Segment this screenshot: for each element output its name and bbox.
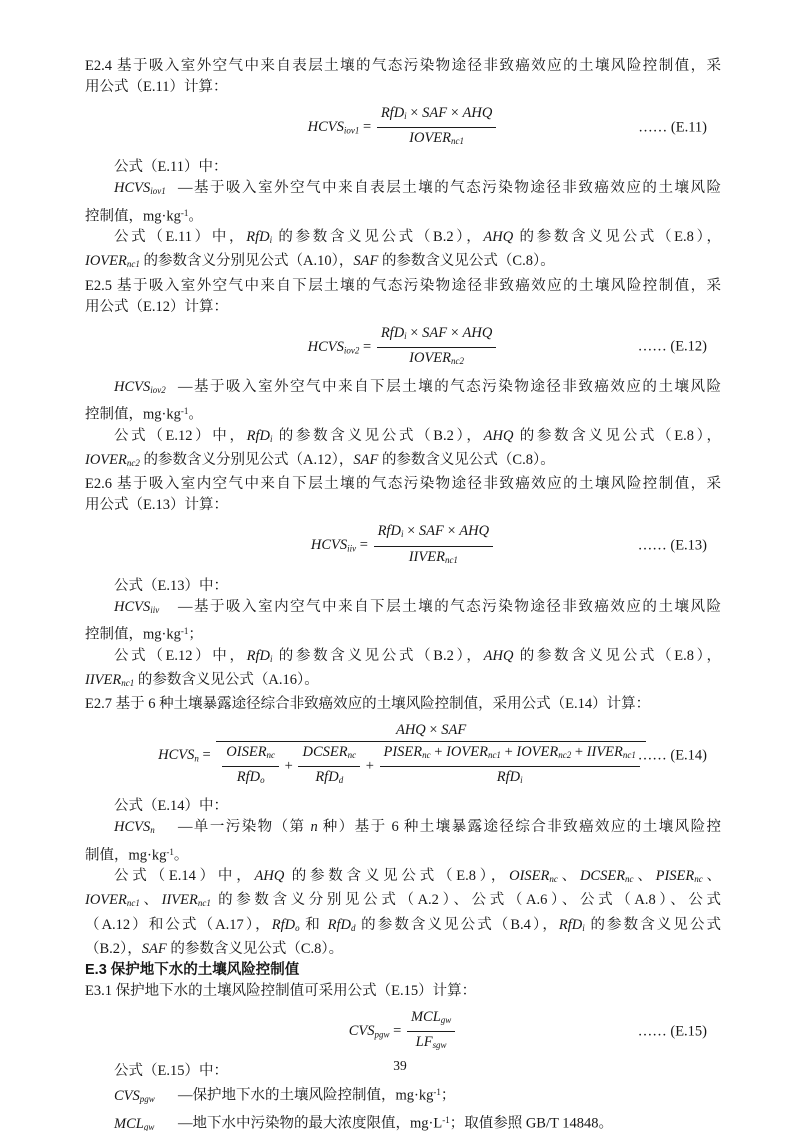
fraction <box>407 1008 455 1055</box>
fraction <box>377 324 497 371</box>
page-content <box>85 56 721 1131</box>
text-line: HCVSn —单一污染物（第 n 种）基于 6 种土壤暴露途径综合非致癌效应的土壤风险控 <box>85 817 721 841</box>
variable-term: HCVSiov1 <box>114 180 166 197</box>
text-line: 公式（E.11）中： <box>114 159 228 176</box>
fraction-numerator: DCSERnc <box>298 743 360 767</box>
equation-number: …… (E.15) <box>637 1023 707 1040</box>
equation: HCVSiiv = $\frac{\text{RfDi × SAF × AHQ}}{\text{IIVERnc1}}$ <box>311 522 495 569</box>
variable-term: HCVSiiv <box>114 598 160 616</box>
def-hcvs-iov2 <box>85 377 721 426</box>
text-line: 制值，$mg\cdot kg^{-1}$。 <box>85 846 189 864</box>
clause-e2-4 <box>85 56 721 98</box>
text-line: E2.4 基于吸入室外空气中来自表层土壤的气态污染物途径非致癌效应的土壤风险控制值，采 <box>85 58 721 74</box>
params-note-e-14 <box>85 866 721 960</box>
fraction-denominator: RfDo <box>236 769 265 786</box>
fraction-denominator: RfDd <box>315 769 344 786</box>
def-mcl-gw <box>85 1110 721 1131</box>
equation: HCVSiov2 = $\frac{\text{RfDi × SAF × AHQ}}{\text{IOVERnc2}}$ <box>308 324 499 371</box>
text-line: 公式（E.14）中，AHQ 的参数含义见公式（E.8），OISERnc、DCSERnc、PISERnc、 <box>114 868 722 885</box>
text-line: HCVSiov1 —基于吸入室外空气中来自表层土壤的气态污染物途径非致癌效应的土壤风险 <box>85 178 721 202</box>
params-note-e-13 <box>85 646 721 694</box>
fraction-numerator: AHQ × SAF <box>216 721 646 742</box>
text-line: 公式（E.13）中： <box>114 577 228 594</box>
formula-e-12 <box>85 324 721 371</box>
fraction-numerator: MCLgw <box>407 1008 455 1032</box>
text-line: HCVSiov2 —基于吸入室外空气中来自下层土壤的气态污染物途径非致癌效应的土壤风险 <box>85 377 721 401</box>
formula-e-14 <box>85 721 721 790</box>
equation-number: …… (E.14) <box>637 747 707 764</box>
text-line: 公式（E.12）中，RfDi 的参数含义见公式（B.2），AHQ 的参数含义见公式（E.8）， <box>114 427 722 445</box>
fraction <box>380 743 640 790</box>
text-line: 用公式（E.13）计算： <box>85 497 228 514</box>
text-line: （A.12）和公式（A.17），RfDo 和 RfDd 的参数含义见公式（B.4），RfDi 的参数含义见公式 <box>85 916 722 933</box>
variable-term: HCVSiov2 <box>114 379 166 396</box>
fraction-denominator: $\frac{\text{OISERnc}}{\text{RfDo}}$ + $\frac{\text{DCSERnc}}{\text{RfDd}}$ + $\frac{\text{PISERnc + IOVERnc1 + IOVERnc2 + IIVERnc1}}{\text{RfDi}}$ <box>216 742 646 790</box>
text-line: E2.6 基于吸入室内空气中来自下层土壤的气态污染物途径非致癌效应的土壤风险控制值，采 <box>85 476 721 493</box>
text-line: E2.7 基于 6 种土壤暴露途径综合非致癌效应的土壤风险控制值，采用公式（E.14）计算： <box>85 695 651 712</box>
page-number: 39 <box>393 1058 407 1073</box>
fraction <box>222 743 279 790</box>
fraction <box>298 743 360 790</box>
formula-e-14-lead-in <box>85 796 721 817</box>
fraction <box>216 721 646 790</box>
text-line: E2.5 基于吸入室外空气中来自下层土壤的气态污染物途径非致癌效应的土壤风险控制值，采 <box>85 277 721 294</box>
formula-e-11-lead-in <box>85 157 721 178</box>
heading-e-3 <box>85 960 721 981</box>
def-cvs-pgw <box>85 1082 721 1110</box>
text-line: IOVERnc1 的参数含义分别见公式（A.10），SAF 的参数含义见公式（C.8）。 <box>85 253 555 270</box>
fraction-numerator: OISERnc <box>222 743 279 767</box>
fraction-numerator: PISERnc + IOVERnc1 + IOVERnc2 + IIVERnc1 <box>380 743 640 767</box>
text-line: 用公式（E.12）计算： <box>85 298 228 315</box>
fraction-denominator: RfDi <box>496 769 523 786</box>
text-line: CVSpgw —保护地下水的土壤风险控制值，$mg\cdot kg^{-1}$； <box>85 1082 721 1110</box>
clause-e2-7 <box>85 694 721 715</box>
text-line: HCVSiiv —基于吸入室内空气中来自下层土壤的气态污染物途径非致癌效应的土壤风险 <box>85 597 721 621</box>
fraction-denominator: LFsgw <box>415 1034 447 1051</box>
def-hcvs-iov1 <box>85 178 721 227</box>
variable-term: CVSpgw <box>114 1087 155 1105</box>
clause-e2-5 <box>85 276 721 318</box>
text-line: MCLgw —地下水中污染物的最大浓度限值，$mg\cdot L^{-1}$；取值参照 GB/T 14848。 <box>85 1110 721 1131</box>
params-note-e-11 <box>85 227 721 275</box>
equation-number: …… (E.11) <box>638 119 707 136</box>
text-line: IIVERnc1 的参数含义见公式（A.16）。 <box>85 671 319 688</box>
equation-number: …… (E.12) <box>637 338 707 355</box>
text-line: 公式（E.11）中，RfDi 的参数含义见公式（B.2），AHQ 的参数含义见公式（E.8）， <box>114 229 722 246</box>
formula-e-11 <box>85 104 721 151</box>
text-line: IOVERnc2 的参数含义分别见公式（A.12），SAF 的参数含义见公式（C.8）。 <box>85 452 555 469</box>
equation-number: …… (E.13) <box>637 537 707 554</box>
fraction <box>377 104 497 151</box>
fraction-denominator: IOVERnc1 <box>409 130 464 147</box>
equation: HCVSn = AHQ × SAF $\frac{\text{OISERnc}}{\text{RfDo}}$ + $\frac{\text{DCSERnc}}{\text{RfDd}}$ + $\frac{\text{PISERnc + IOVERnc1 + IOVERnc2 + IIVERnc1}}{\text{RfDi}}$ <box>158 721 648 790</box>
variable-term: MCLgw <box>114 1115 155 1131</box>
fraction-numerator: RfDi × SAF × AHQ <box>374 522 494 546</box>
fraction-numerator: RfDi × SAF × AHQ <box>377 104 497 128</box>
def-hcvs-iiv <box>85 597 721 646</box>
fraction <box>374 522 494 569</box>
text-line: IOVERnc1、IIVERnc1 的参数含义分别见公式（A.2）、公式（A.6）、公式（A.8）、公式 <box>85 892 722 909</box>
equation: HCVSiov1 = $\frac{\text{RfDi × SAF × AHQ}}{\text{IOVERnc1}}$ <box>308 104 499 151</box>
formula-e-13 <box>85 522 721 569</box>
formula-e-15 <box>85 1008 721 1055</box>
def-hcvs-n <box>85 817 721 866</box>
clause-e2-6 <box>85 474 721 516</box>
text-line: 公式（E.12）中，RfDi 的参数含义见公式（B.2），AHQ 的参数含义见公式（E.8）， <box>114 647 722 664</box>
equation: CVSpgw = $\frac{\text{MCLgw}}{\text{LFsgw}}$ <box>349 1008 458 1055</box>
text-line: 用公式（E.11）计算： <box>85 79 228 95</box>
formula-e-13-lead-in <box>85 576 721 597</box>
params-note-e-12 <box>85 426 721 474</box>
section-heading: E.3 保护地下水的土壤风险控制值 <box>85 961 300 978</box>
text-line: 控制值，$mg\cdot kg^{-1}$。 <box>85 207 203 225</box>
clause-e3-1 <box>85 981 721 1002</box>
fraction-numerator: RfDi × SAF × AHQ <box>377 324 497 348</box>
text-line: （B.2），SAF 的参数含义见公式（C.8）。 <box>85 940 344 957</box>
fraction-denominator: IIVERnc1 <box>408 548 458 565</box>
text-line: 控制值，$mg\cdot kg^{-1}$。 <box>85 406 203 423</box>
text-line: 控制值，$mg\cdot kg^{-1}$； <box>85 626 203 643</box>
fraction-denominator: IOVERnc2 <box>409 349 464 367</box>
text-line: 公式（E.14）中： <box>114 798 228 815</box>
variable-term: HCVSn <box>114 819 155 836</box>
text-line: 公式（E.15）中： <box>114 1063 228 1080</box>
text-line: E3.1 保护地下水的土壤风险控制值可采用公式（E.15）计算： <box>85 982 477 999</box>
